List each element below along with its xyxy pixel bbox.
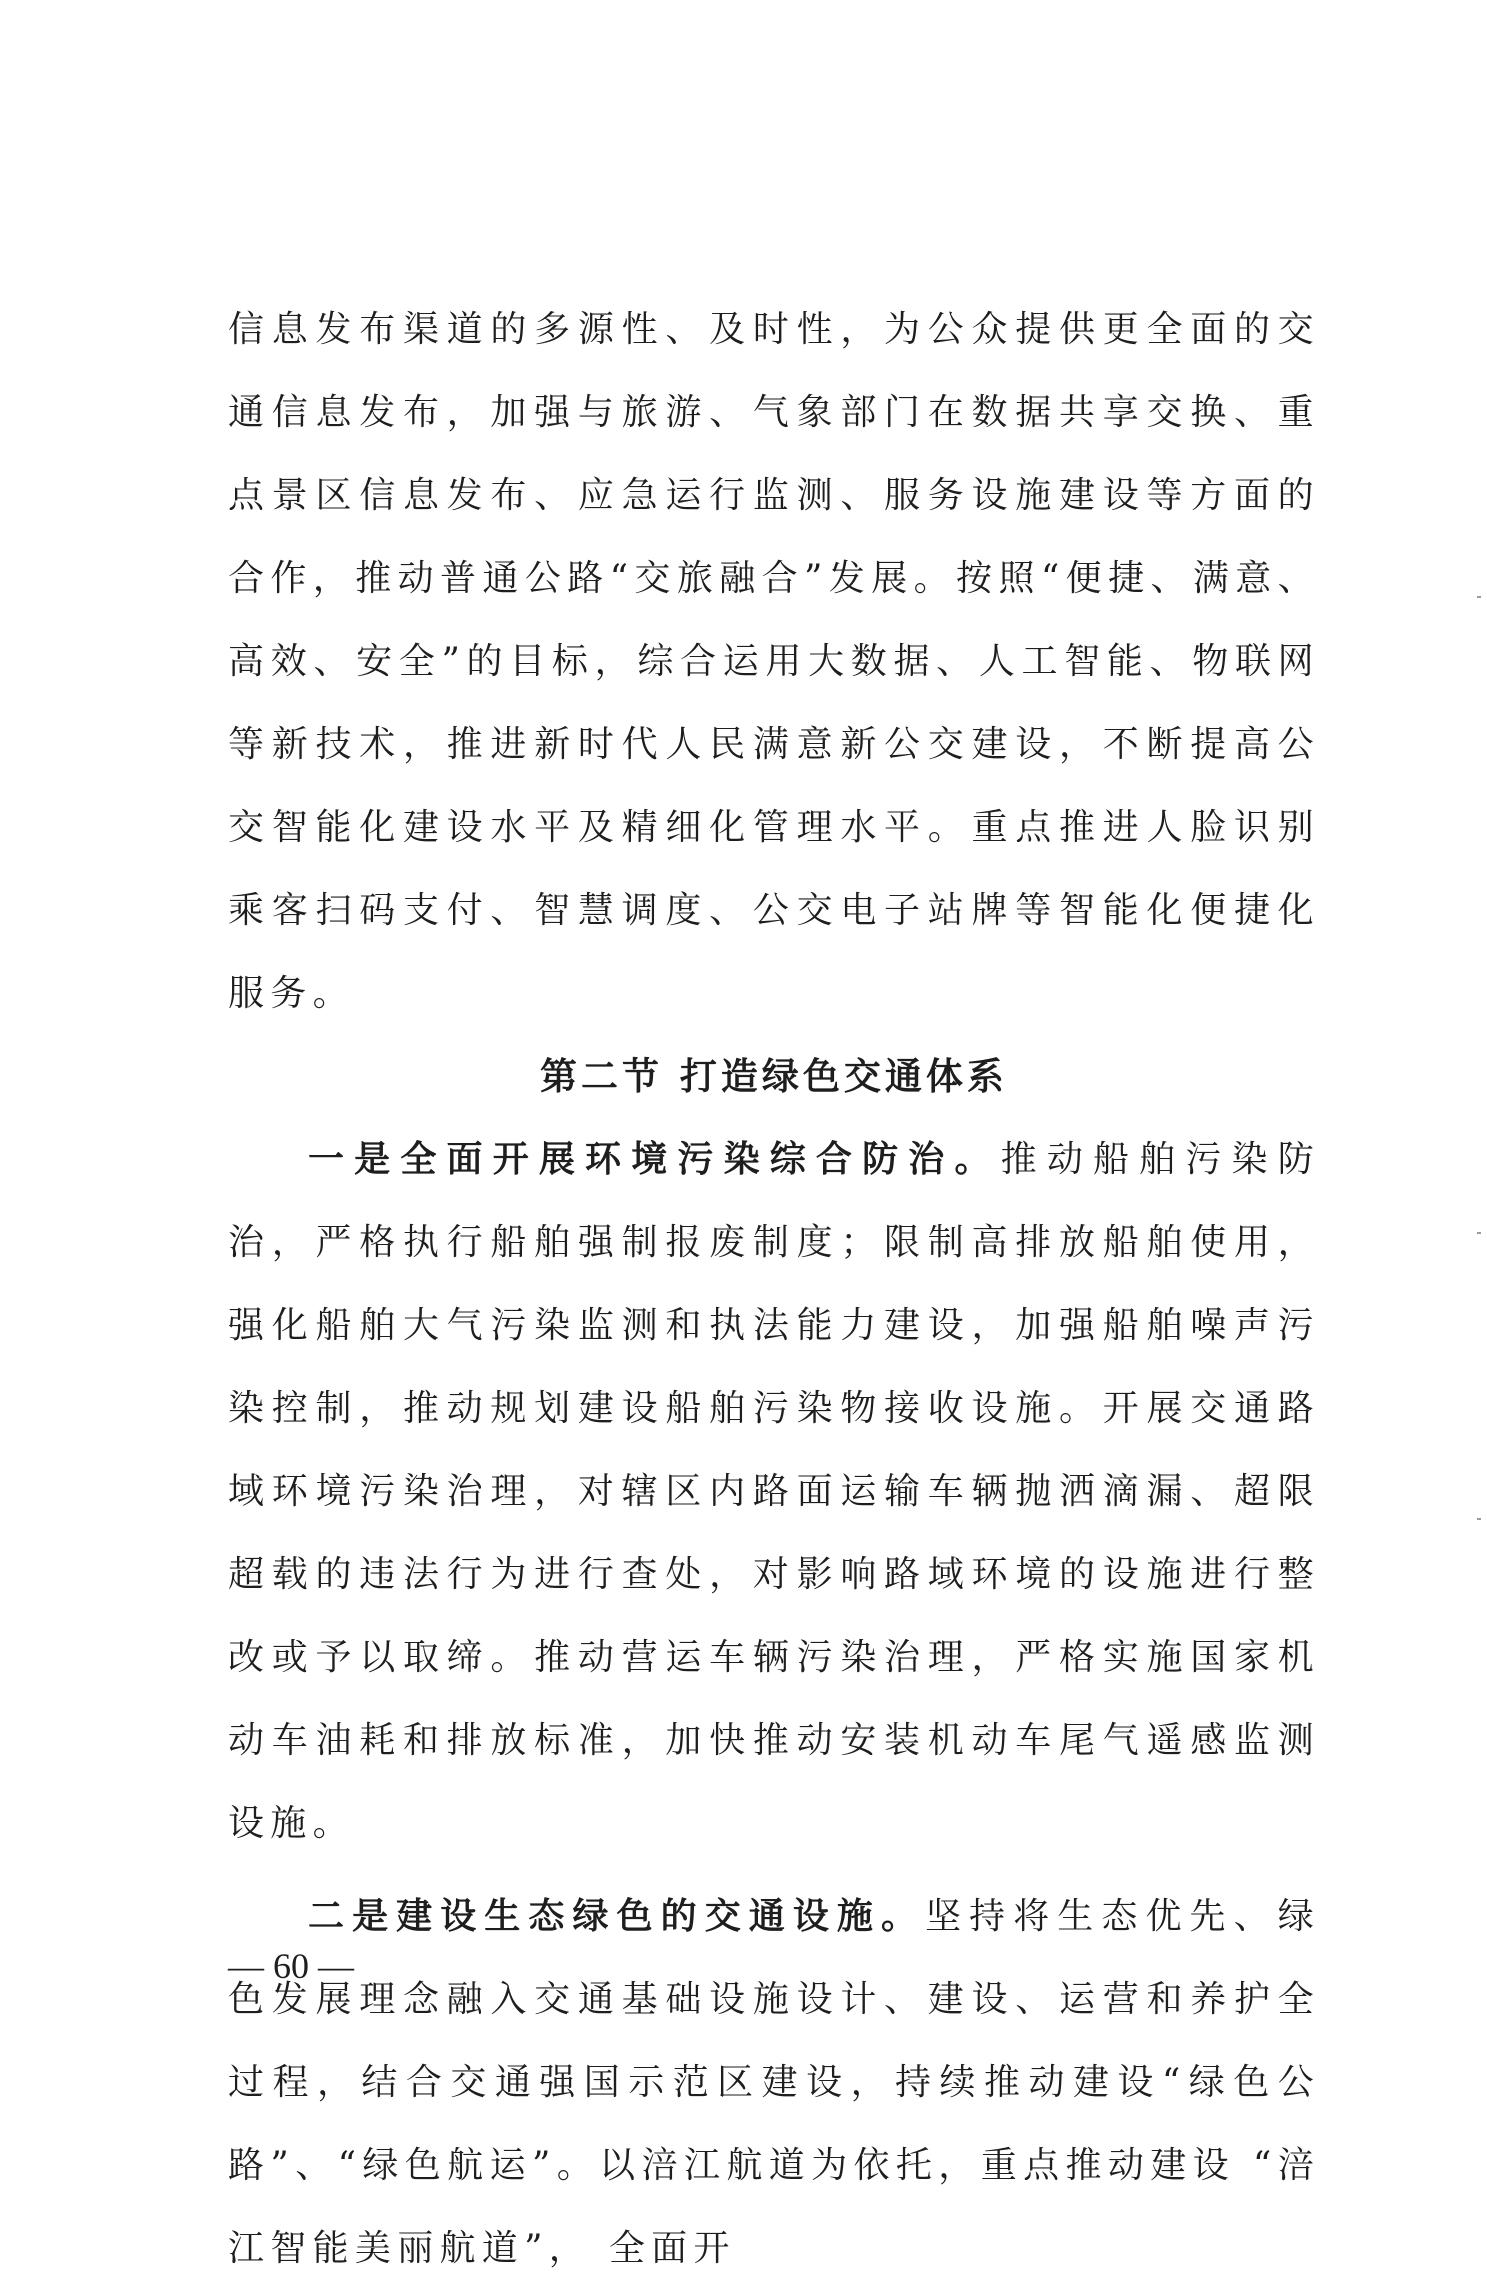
paragraph-item-2 bbox=[228, 1875, 1320, 2290]
margin-mark bbox=[1477, 596, 1481, 598]
item-2-body: 坚持将生态优先、绿色发展理念融入交通基础设施设计、建设、运营和养护全过程，结合交通强国示范区建设，持续推动建设“绿色公路”、“绿色航运”。以涪江航道为依托，重点推动建设 “涪江智能美丽航道”， 全面开 bbox=[228, 1896, 1320, 2269]
paragraph-item-1 bbox=[228, 1118, 1320, 1865]
item-1-body: 推动船舶污染防治，严格执行船舶强制报废制度；限制高排放船舶使用，强化船舶大气污染监测和执法能力建设，加强船舶噪声污染控制，推动规划建设船舶污染物接收设施。开展交通路域环境污染治理，对辖区内路面运输车辆抛洒滴漏、超限超载的违法行为进行查处，对影响路域环境的设施进行整改或予以取缔。推动营运车辆污染治理，严格实施国家机动车油耗和排放标准，加快推动安装机动车尾气遥感监测设施。 bbox=[228, 1139, 1320, 1844]
document-body bbox=[228, 288, 1320, 2290]
margin-mark bbox=[1477, 1232, 1481, 1234]
page-number: — 60 — bbox=[228, 1946, 354, 1986]
paragraph-continued: 信息发布渠道的多源性、及时性，为公众提供更全面的交通信息发布，加强与旅游、气象部门在数据共享交换、重点景区信息发布、应急运行监测、服务设施建设等方面的合作，推动普通公路“交旅融合”发展。按照“便捷、满意、高效、安全”的目标，综合运用大数据、人工智能、物联网等新技术，推进新时代人民满意新公交建设，不断提高公交智能化建设水平及精细化管理水平。重点推进人脸识别乘客扫码支付、智慧调度、公交电子站牌等智能化便捷化服务。 bbox=[228, 309, 1320, 1014]
section-heading: 第二节 打造绿色交通体系 bbox=[540, 1055, 1008, 1098]
item-2-lead: 二是建设生态绿色的交通设施。 bbox=[308, 1895, 926, 1937]
item-1-lead: 一是全面开展环境污染综合防治。 bbox=[308, 1138, 1001, 1180]
margin-mark bbox=[1477, 1518, 1481, 1520]
